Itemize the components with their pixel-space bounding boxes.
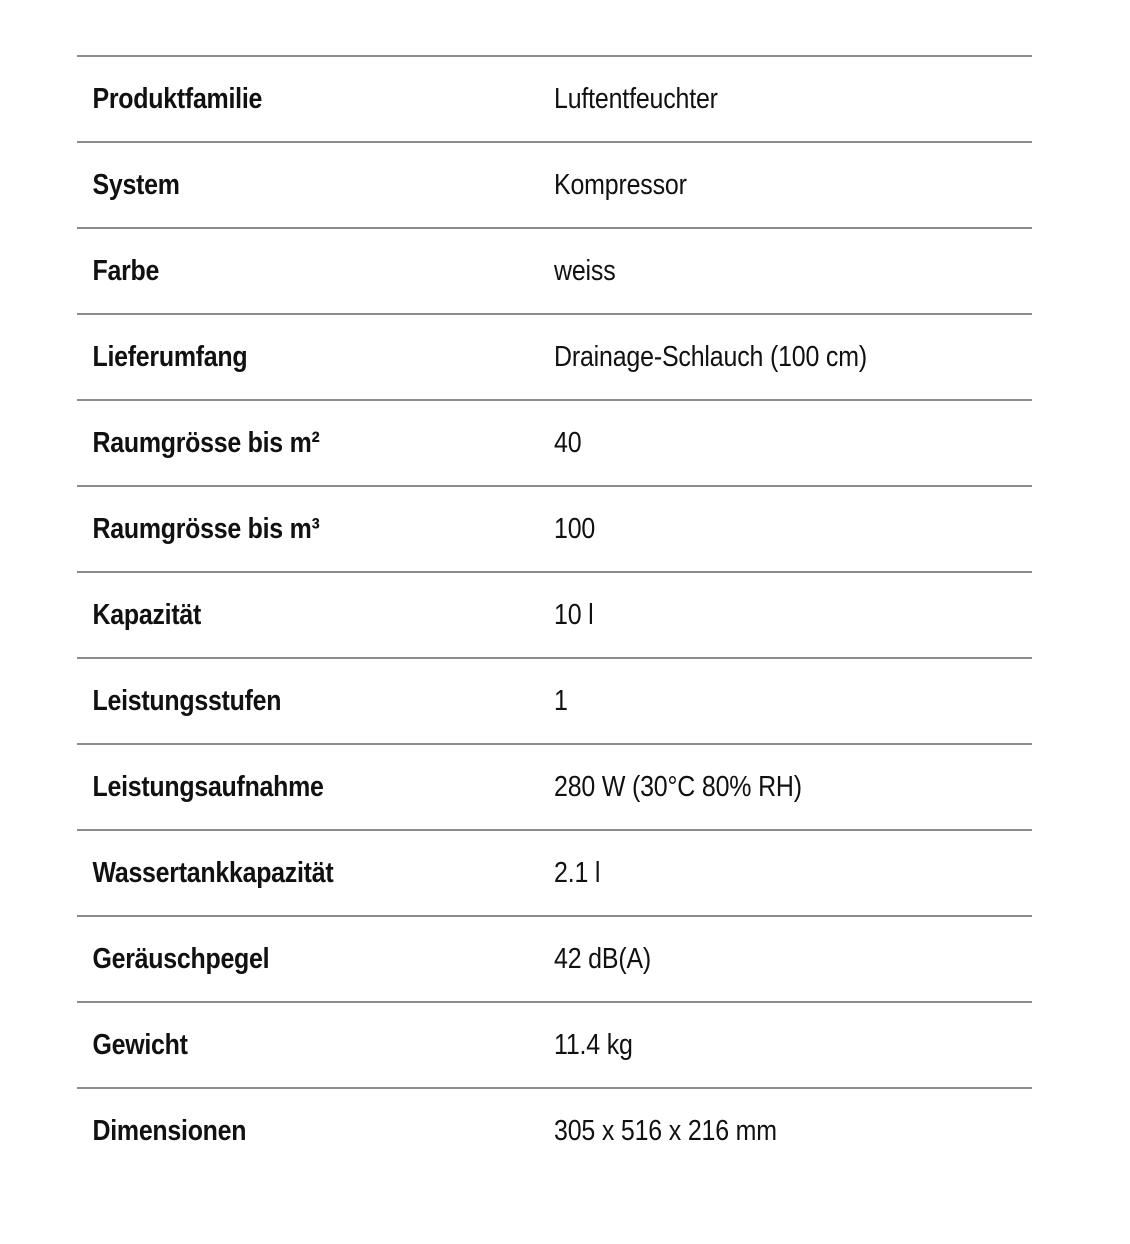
spec-row-raumgroesse-m3 — [77, 487, 1032, 573]
spec-label: Leistungsstufen — [92, 684, 282, 717]
spec-label: Produktfamilie — [92, 82, 263, 115]
spec-row-leistungsaufnahme — [77, 745, 1032, 831]
spec-label: Leistungsaufnahme — [92, 770, 324, 803]
spec-value: Drainage-Schlauch (100 cm) — [554, 340, 867, 373]
spec-label: Raumgrösse bis m³ — [92, 512, 320, 545]
spec-row-raumgroesse-m2 — [77, 401, 1032, 487]
spec-row-system — [77, 143, 1032, 229]
spec-table — [77, 55, 1032, 1173]
spec-label: Farbe — [92, 254, 160, 287]
spec-label: Kapazität — [92, 598, 202, 631]
spec-row-kapazitaet — [77, 573, 1032, 659]
spec-label: Gewicht — [92, 1028, 188, 1061]
spec-value: 280 W (30°C 80% RH) — [554, 770, 802, 803]
spec-label: Dimensionen — [92, 1114, 247, 1147]
spec-value: 42 dB(A) — [554, 942, 652, 975]
spec-value: Kompressor — [554, 168, 687, 201]
spec-label: Wassertankkapazität — [92, 856, 334, 889]
spec-label: Geräuschpegel — [92, 942, 270, 975]
spec-row-geraeuschpegel — [77, 917, 1032, 1003]
spec-value: 100 — [554, 512, 596, 545]
spec-row-lieferumfang — [77, 315, 1032, 401]
spec-value: 1 — [554, 684, 568, 717]
spec-value: 10 l — [554, 598, 594, 631]
spec-value: 305 x 516 x 216 mm — [554, 1114, 777, 1147]
spec-row-dimensionen — [77, 1089, 1032, 1173]
spec-row-gewicht — [77, 1003, 1032, 1089]
spec-row-produktfamilie — [77, 57, 1032, 143]
spec-label: Raumgrösse bis m² — [92, 426, 320, 459]
spec-value: 11.4 kg — [554, 1028, 633, 1061]
spec-value: weiss — [554, 254, 616, 287]
spec-value: Luftentfeuchter — [554, 82, 718, 115]
spec-row-leistungsstufen — [77, 659, 1032, 745]
spec-value: 2.1 l — [554, 856, 601, 889]
spec-row-farbe — [77, 229, 1032, 315]
spec-label: Lieferumfang — [92, 340, 248, 373]
spec-row-wassertankkapazitaet — [77, 831, 1032, 917]
spec-value: 40 — [554, 426, 582, 459]
spec-label: System — [92, 168, 180, 201]
